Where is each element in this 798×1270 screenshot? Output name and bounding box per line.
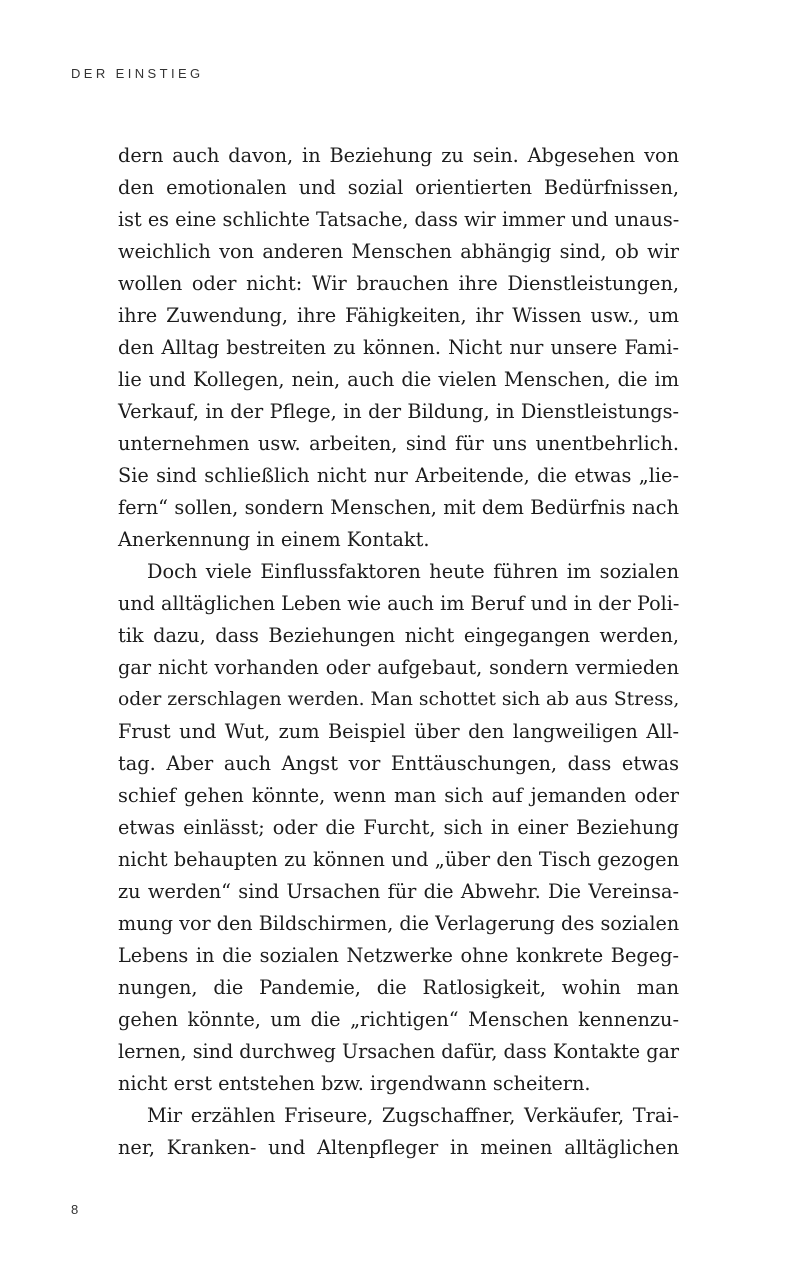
running-head: DER EINSTIEG <box>71 66 204 81</box>
text-line: und alltäglichen Leben wie auch im Beruf und in der Poli- <box>118 592 680 615</box>
text-line: lernen, sind durchweg Ursachen dafür, dass Kontakte gar <box>118 1040 679 1063</box>
text-line: fern“ sollen, sondern Menschen, mit dem Bedürfnis nach <box>118 496 679 519</box>
paragraph-2 <box>118 556 679 1100</box>
text-line: lie und Kollegen, nein, auch die vielen Menschen, die im <box>118 368 679 391</box>
paragraph-3 <box>118 1100 679 1164</box>
text-line: tag. Aber auch Angst vor Enttäuschungen, dass etwas <box>118 752 679 775</box>
text-line: oder zerschlagen werden. Man schottet sich ab aus Stress, <box>118 689 680 710</box>
text-line: Sie sind schließlich nicht nur Arbeitende, die etwas „lie- <box>118 464 679 487</box>
body-text <box>118 140 679 1164</box>
text-line: gehen könnte, um die „richtigen“ Menschen kennenzu- <box>118 1008 679 1031</box>
text-line: Anerkennung in einem Kontakt. <box>118 528 430 551</box>
text-line: Verkauf, in der Pflege, in der Bildung, in Dienstleistungs- <box>118 400 679 423</box>
text-line: schief gehen könnte, wenn man sich auf jemanden oder <box>118 784 679 807</box>
text-line: unternehmen usw. arbeiten, sind für uns unentbehrlich. <box>118 432 679 455</box>
text-line: etwas einlässt; oder die Furcht, sich in einer Beziehung <box>118 816 679 839</box>
text-line: den Alltag bestreiten zu können. Nicht nur unsere Fami- <box>118 336 679 359</box>
text-line: nicht erst entstehen bzw. irgendwann scheitern. <box>118 1072 591 1095</box>
text-line: gar nicht vorhanden oder aufgebaut, sondern vermieden <box>118 656 679 679</box>
text-line: Mir erzählen Friseure, Zugschaffner, Verkäufer, Trai- <box>147 1104 679 1127</box>
text-line: tik dazu, dass Beziehungen nicht eingegangen werden, <box>118 624 679 647</box>
text-line: Lebens in die sozialen Netzwerke ohne konkrete Begeg- <box>118 944 679 967</box>
text-line: ist es eine schlichte Tatsache, dass wir immer und unaus- <box>118 208 680 231</box>
text-line: Frust und Wut, zum Beispiel über den langweiligen All- <box>118 720 679 743</box>
text-line: dern auch davon, in Beziehung zu sein. Abgesehen von <box>118 144 679 167</box>
text-line: nicht behaupten zu können und „über den Tisch gezogen <box>118 848 679 871</box>
text-line: den emotionalen und sozial orientierten Bedürfnissen, <box>118 176 679 199</box>
text-line: zu werden“ sind Ursachen für die Abwehr. Die Vereinsa- <box>118 880 679 903</box>
text-line: weichlich von anderen Menschen abhängig sind, ob wir <box>118 240 679 263</box>
text-line: mung vor den Bildschirmen, die Verlagerung des sozialen <box>118 912 680 935</box>
text-line: ihre Zuwendung, ihre Fähigkeiten, ihr Wissen usw., um <box>118 304 679 327</box>
text-line: ner, Kranken- und Altenpfleger in meinen alltäglichen <box>118 1136 679 1159</box>
text-line: Doch viele Einflussfaktoren heute führen im sozialen <box>147 560 679 583</box>
text-line: wollen oder nicht: Wir brauchen ihre Dienstleistungen, <box>118 272 679 295</box>
text-line: nungen, die Pandemie, die Ratlosigkeit, wohin man <box>118 976 679 999</box>
paragraph-1 <box>118 140 679 556</box>
page-number: 8 <box>71 1202 79 1217</box>
